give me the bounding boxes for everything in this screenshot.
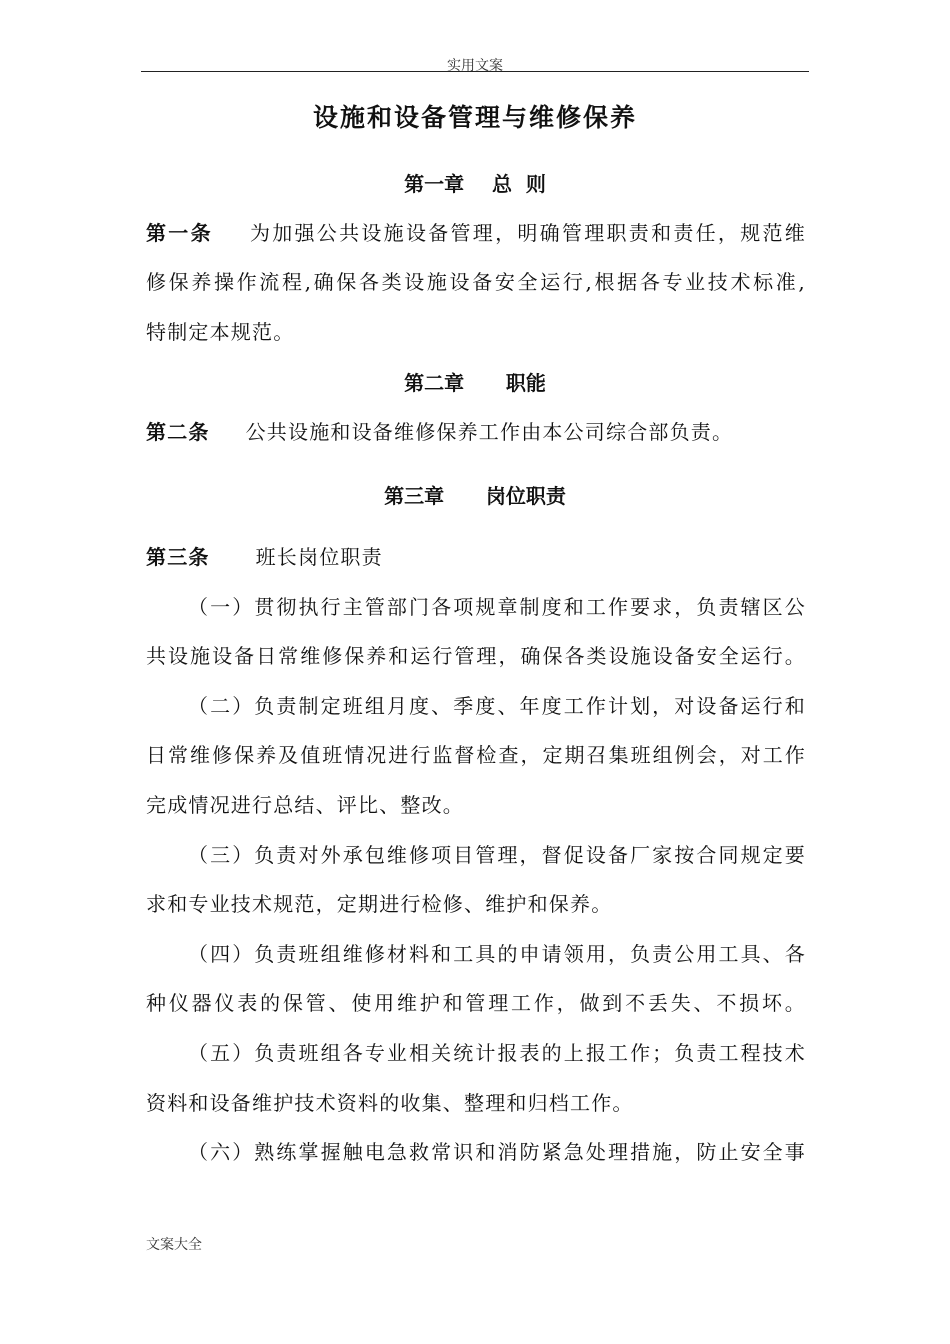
chapter-1-heading: 第一章 总 则 [404, 172, 546, 196]
chapter-3-heading: 第三章 岗位职责 [384, 484, 566, 508]
duty-4-line-2: 种仪器仪表的保管、使用维护和管理工作，做到不丢失、不损坏。 [146, 991, 806, 1015]
article-2-label: 第二条 [146, 420, 210, 444]
header-divider [141, 71, 809, 72]
duty-2-line-2: 日常维修保养及值班情况进行监督检查，定期召集班组例会，对工作 [146, 743, 806, 767]
duty-1-line-1: （一）贯彻执行主管部门各项规章制度和工作要求，负责辖区公 [188, 595, 806, 619]
article-1-line-1 [146, 219, 806, 247]
document-title: 设施和设备管理与维修保养 [312, 103, 637, 132]
article-1-line-3: 特制定本规范。 [146, 320, 295, 344]
duty-5-line-1: （五）负责班组各专业相关统计报表的上报工作；负责工程技术 [188, 1041, 806, 1065]
article-3-text: 班长岗位职责 [255, 545, 383, 569]
chapter-2-heading: 第二章 职能 [404, 371, 546, 395]
duty-5-line-2: 资料和设备维护技术资料的收集、整理和归档工作。 [146, 1091, 634, 1115]
duty-2-line-1: （二）负责制定班组月度、季度、年度工作计划，对设备运行和 [188, 694, 806, 718]
duty-3-line-2: 求和专业技术规范，定期进行检修、维护和保养。 [146, 892, 613, 916]
article-1-line-2: 修保养操作流程,确保各类设施设备安全运行,根据各专业技术标准, [146, 270, 806, 294]
duty-3-line-1: （三）负责对外承包维修项目管理，督促设备厂家按合同规定要 [188, 843, 806, 867]
duty-6-line-1: （六）熟练掌握触电急救常识和消防紧急处理措施，防止安全事 [188, 1140, 806, 1164]
duty-1-line-2: 共设施设备日常维修保养和运行管理，确保各类设施设备安全运行。 [146, 644, 806, 668]
page-footer: 文案大全 [146, 1237, 202, 1253]
article-1-text: 为加强公共设施设备管理，明确管理职责和责任，规范维 [248, 221, 806, 245]
article-3-label: 第三条 [146, 545, 210, 569]
article-2-line-1 [146, 418, 806, 446]
duty-4-line-1: （四）负责班组维修材料和工具的申请领用，负责公用工具、各 [188, 942, 806, 966]
page-header: 实用文案 [447, 58, 503, 74]
article-1-label: 第一条 [146, 221, 213, 245]
article-2-text: 公共设施和设备维修保养工作由本公司综合部负责。 [245, 420, 734, 444]
duty-2-line-3: 完成情况进行总结、评比、整改。 [146, 793, 464, 817]
article-3-line-1 [146, 543, 806, 571]
